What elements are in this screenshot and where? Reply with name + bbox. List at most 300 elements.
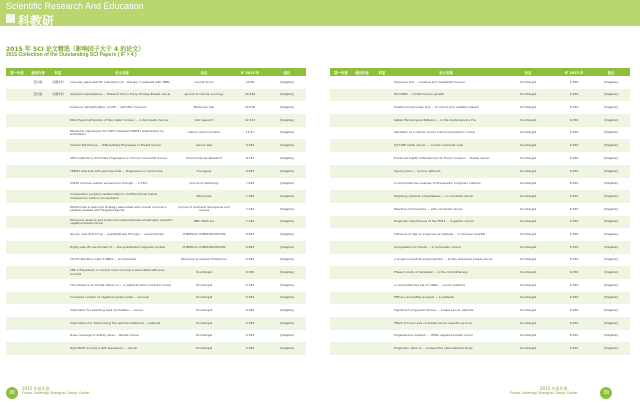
department-cell [48,127,68,140]
department-cell [48,203,68,216]
paper-title-cell: Reactive chromosome ... with colorectal cancer [394,206,463,211]
note-cell: [Illegible] [604,105,618,110]
table-row [6,203,306,216]
corresponding-author-cell [28,127,48,140]
note-cell: [Illegible] [592,241,630,254]
corresponding-author-cell [28,178,48,191]
impact-factor-cell: 6.359 [569,206,579,211]
column-header: 第一作者 [330,68,352,76]
note-cell: [Illegible] [604,206,618,211]
corresponding-author-cell [352,266,372,279]
department-cell [372,279,392,292]
journal-cell: Oncotarget [195,282,213,287]
table-row [6,228,306,241]
paper-title-cell: Significant prognostic factors ... breast cancer patients [394,308,474,313]
right-table-container [330,68,630,355]
table-row [330,342,630,355]
department-cell [48,279,68,292]
table-row [6,254,306,267]
column-header: 科室 [48,68,68,76]
table-row [330,165,630,178]
corresponding-author-cell [28,165,48,178]
impact-factor-cell: 6.359 [556,114,592,127]
impact-factor-cell: 11.47 [245,130,255,135]
table-row [6,241,306,254]
table-row [330,127,630,140]
table-row [330,292,630,305]
corresponding-author-cell: 邵志敏 [28,89,48,102]
corresponding-author-cell [352,304,372,317]
impact-factor-cell: 6.359 [569,231,579,236]
corresponding-author-cell [352,127,372,140]
journal-cell: Molecular & Cellular Proteomics [180,257,228,262]
note-cell: [Illegible] [592,89,630,102]
first-author-cell [330,254,352,267]
table-row [6,279,306,292]
banner-title-en: Scientific Research And Education [6,1,144,11]
impact-factor-cell: 6.359 [556,342,592,355]
paper-title-cell: The influence of mental status on ... in patients with colorectal cancer [70,282,172,287]
impact-factor-cell: 6.359 [556,241,592,254]
department-cell [48,216,68,229]
impact-factor-cell: 6.359 [556,266,592,279]
paper-title-cell: Enhancer Demethylation of LPP ... with ER+ tumours [70,105,147,110]
department-cell [48,254,68,267]
journal-cell: Oncotarget [519,333,537,338]
table-row [6,101,306,114]
journal-cell: Oncotarget [519,257,537,262]
table-row [330,216,630,229]
journal-cell: Oncotarget [500,241,556,254]
journal-cell: Oncotarget [500,342,556,355]
table-row [6,165,306,178]
table-row [6,76,306,89]
journal-cell: Oncotarget [500,139,556,152]
paper-title-cell: Progesterone receptor ... HER2-negative breast cancer [394,333,474,338]
impact-factor-cell: 6.359 [569,257,579,262]
journal-cell: Oncotarget [519,206,537,211]
impact-factor-cell: 6.359 [556,292,592,305]
paper-title-cell: Prognostic significance of the TM23 ... in gastric cancer [392,216,500,229]
impact-factor-cell: 6.359 [556,216,592,229]
department-cell [372,254,392,267]
note-cell: [Illegible] [280,206,294,211]
note-cell: [Illegible] [280,257,294,262]
banner-mark-icon [6,14,15,23]
corresponding-author-cell [352,178,372,191]
paper-title-cell: Enhanced Depth of Rectal Cancer Tumor Invasion ... Rectal cancer [394,155,490,160]
table-row [6,317,306,330]
corresponding-author-cell [28,139,48,152]
impact-factor-cell: 6.359 [569,308,579,313]
journal-cell: Journal of pathology [189,181,219,186]
table-row [6,216,306,229]
paper-title-cell: A comprehensive set of mRNA ... cancer patients [394,282,466,287]
journal-cell: Oncotarget [176,266,232,279]
paper-title-cell: The Proliferation Cells 3-ABR2 ... as biomarker [70,257,137,262]
note-cell: [Illegible] [280,130,294,135]
first-author-cell [6,241,28,254]
first-author-cell [330,304,352,317]
journal-cell: Oncotarget [176,342,232,355]
note-cell: [Illegible] [592,165,630,178]
first-author-cell [6,114,28,127]
note-cell: [Illegible] [604,308,618,313]
department-cell [48,165,68,178]
column-header: 杂志 [500,68,556,76]
note-cell: [Illegible] [268,165,306,178]
paper-title-cell: Increased number of negative lymph nodes ... survival [68,292,176,305]
first-author-cell [6,317,28,330]
impact-factor-cell: 7.315 [245,206,255,211]
paper-title-cell: Phase II study of docetaxel ... in the chemotherapy [392,266,500,279]
journal-cell: CHEMICAL COMMUNICATIONS [182,231,226,236]
note-cell: [Illegible] [604,333,618,338]
journal-cell: Oncotarget [195,308,213,313]
paper-title-cell: Salted Etymological Patterns ... in the Contemporary Era [392,114,500,127]
first-author-cell [6,101,28,114]
impact-factor-cell: 7.249 [232,216,268,229]
paper-title-cell: Synonymous ... tumour patients [392,165,500,178]
journal-cell: Oncotarget [519,181,537,186]
paper-title-cell: SHTC Deficiency Promotes Progression in Human Colorectal Cancer [70,155,168,160]
column-header: IF 2015 年 [556,68,592,76]
note-cell: [Illegible] [268,114,306,127]
paper-title-cell: Implications for determining the optimal treatment ... patients [68,317,176,330]
table-row [6,304,306,317]
journal-cell: Oncotarget [500,292,556,305]
impact-factor-cell: 6.359 [556,139,592,152]
column-header: 通讯作者 [352,68,372,76]
column-header: 科室 [372,68,392,76]
department-cell [48,317,68,330]
impact-factor-cell: 6.359 [556,190,592,203]
impact-factor-cell: 6.359 [569,282,579,287]
table-row [330,203,630,216]
journal-cell: Oncogene [176,165,232,178]
note-cell: [Illegible] [592,114,630,127]
impact-factor-cell: 8.459 [232,165,268,178]
corresponding-author-cell [352,330,372,343]
corresponding-author-cell [28,266,48,279]
department-cell [372,317,392,330]
department-cell: 乳腺外科 [52,79,64,84]
corresponding-author-cell [352,241,372,254]
department-cell [372,165,392,178]
journal-cell: Cancer Res [176,139,232,152]
impact-factor-cell: 6.359 [569,79,579,84]
journal-cell: Oncotarget [500,266,556,279]
header-banner [0,0,640,26]
department-cell [48,266,68,279]
note-cell: [Illegible] [268,317,306,330]
corresponding-author-cell [352,89,372,102]
table-row [6,190,306,203]
first-author-cell [6,228,28,241]
table-row [330,279,630,292]
corresponding-author-cell [28,101,48,114]
note-cell: [Illegible] [268,216,306,229]
first-author-cell [6,127,28,140]
department-cell [48,178,68,191]
note-cell: [Illegible] [604,130,618,135]
first-author-cell [6,254,28,267]
department-cell [48,139,68,152]
table-row [330,228,630,241]
department-cell [372,76,392,89]
column-header: IF 2015 年 [232,68,268,76]
first-author-cell [6,304,28,317]
note-cell: [Illegible] [592,266,630,279]
paper-title-cell: MicroRNA ... inhibit tumour growth [392,89,500,102]
corresponding-author-cell: 邵志敏 [33,79,43,84]
journal-cell: Oncotarget [519,105,537,110]
column-header: 备注 [268,68,306,76]
table-row [330,89,630,102]
journal-cell: Molecular Cell [193,105,215,110]
paper-title-cell: Molecular essence and endocrine responsiveness of estrogen receptor-negative breast cancer [68,216,176,229]
paper-title-cell: Tolerance and ... Invasive and metastatic tumour [394,79,465,84]
journal-cell: Journal of Cachexia Sarcopenia and muscle [178,204,230,213]
department-cell [372,178,392,191]
corresponding-author-cell [352,292,372,305]
table-row [330,266,630,279]
department-cell [48,330,68,343]
corresponding-author-cell [28,228,48,241]
table-row [6,139,306,152]
journal-cell: Oncotarget [519,308,537,313]
corresponding-author-cell [352,254,372,267]
first-author-cell [6,76,28,89]
journal-cell: Oncotarget [500,114,556,127]
paper-title-cell: DNA Hypermethylation of Pancreatic tumour ... in Pancreatic Cancer [68,114,176,127]
department-cell [48,241,68,254]
impact-factor-cell: 18.428 [232,89,268,102]
corresponding-author-cell [352,139,372,152]
corresponding-author-cell [352,76,372,89]
first-author-cell [330,203,352,216]
impact-factor-cell: 14.018 [244,105,256,110]
corresponding-author-cell [28,342,48,355]
papers-table-left [6,68,306,355]
corresponding-author-cell [352,228,372,241]
table-row [6,152,306,165]
corresponding-author-cell [28,304,48,317]
note-cell: [Illegible] [268,139,306,152]
table-row [330,152,630,165]
journal-cell: BMC Medicine [176,216,232,229]
table-row [330,139,630,152]
section-title-zh: 2015 年 SCI 论文精选（影响因子大于 4 的论文） [6,46,145,53]
journal-cell: Cell research [176,114,232,127]
note-cell: [Illegible] [268,190,306,203]
department-cell [372,203,392,216]
paper-title-cell: Adjuvant capecitabine ... Phase III trial in Early Chinese Breast cancer [68,89,176,102]
first-author-cell [6,178,28,191]
note-cell: [Illegible] [604,79,618,84]
corresponding-author-cell [28,279,48,292]
paper-title-cell: Composition property relationships in multifunctional hollow mesoporous carbon nanosystems [68,190,176,203]
corresponding-author-cell [28,203,48,216]
note-cell: [Illegible] [592,317,630,330]
first-author-cell [330,127,352,140]
journal-cell: Journal of clinical oncology [176,89,232,102]
note-cell: [Illegible] [604,257,618,262]
banner-title-zh: 科教研 [18,14,55,28]
first-author-cell [6,292,28,305]
column-header: 论文名称 [68,68,176,76]
corresponding-author-cell [352,203,372,216]
journal-cell: Oncotarget [519,231,537,236]
journal-cell: CHEMICAL COMMUNICATIONS [176,241,232,254]
first-author-cell [6,342,28,355]
note-cell: [Illegible] [280,231,294,236]
impact-factor-cell: 8.722 [245,155,255,160]
paper-title-cell: Clinically gene-specific interaction of... therapy in patients with TNBC [70,79,171,84]
first-author-cell [330,178,352,191]
corresponding-author-cell [352,114,372,127]
note-cell: [Illegible] [604,231,618,236]
corresponding-author-cell [28,254,48,267]
papers-table-right [330,68,630,355]
first-author-cell [6,89,28,102]
footer-label-en-right: Fudan University Shanghai Cancer Center [510,391,578,395]
first-author-cell [330,228,352,241]
department-cell [48,101,68,114]
impact-factor-cell: 6.564 [245,257,255,262]
column-header: 备注 [592,68,630,76]
paper-title-cell: Prognostic value of ... prospective observational study [392,342,500,355]
journal-cell: Oncotarget [500,317,556,330]
note-cell: [Illegible] [280,181,294,186]
corresponding-author-cell [28,241,48,254]
table-row [330,76,630,89]
journal-cell: Nanoscale [176,190,232,203]
corresponding-author-cell [28,317,48,330]
first-author-cell [6,203,28,216]
note-cell: [Illegible] [280,308,294,313]
footer-label-zh-right: 2015 年报年鉴 [540,386,568,391]
impact-factor-cell: 6.359 [556,89,592,102]
first-author-cell [6,279,28,292]
table-row [6,89,306,102]
impact-factor-cell: 7.394 [232,190,268,203]
table-row [330,330,630,343]
first-author-cell [330,152,352,165]
footer-label-zh-left: 2015 年报年鉴 [22,386,50,391]
journal-cell: Oncotarget [176,292,232,305]
department-cell [372,101,392,114]
journal-cell: Oncotarget [195,333,213,338]
note-cell: [Illegible] [592,342,630,355]
paper-title-cell: Upregulation of COLAS ... in pancreatic cancer [392,241,500,254]
first-author-cell [330,279,352,292]
journal-cell: Oncotarget [500,190,556,203]
first-author-cell [330,114,352,127]
table-row [330,190,630,203]
paper-title-cell: Dose coverage of axillary level ... Breast cancer [70,333,140,338]
impact-factor-cell: 9.329 [232,139,268,152]
note-cell: [Illegible] [280,333,294,338]
impact-factor-cell: 6.359 [232,292,268,305]
journal-cell: Oncotarget [176,317,232,330]
department-cell [372,241,392,254]
corresponding-author-cell [352,152,372,165]
paper-title-cell: Highly specific enrichment of ... the synthesized magnetic probes [68,241,176,254]
first-author-cell [6,190,28,203]
note-cell: [Illegible] [268,342,306,355]
impact-factor-cell: 6.359 [556,317,592,330]
impact-factor-cell: 6.359 [556,165,592,178]
impact-factor-cell: 12.413 [232,114,268,127]
journal-cell: Clinical Cancer Research [186,155,222,160]
department-cell [372,152,392,165]
left-table-container [6,68,306,355]
impact-factor-cell: 6.834 [232,241,268,254]
first-author-cell [330,342,352,355]
first-author-cell [330,165,352,178]
corresponding-author-cell [352,342,372,355]
journal-cell: Oncotarget [500,165,556,178]
column-header: 论文名称 [392,68,500,76]
journal-cell: Oncotarget [519,282,537,287]
paper-title-cell: Treatment outcomes and ... of clinical and radiation-based [394,105,479,110]
page-number-right: 39 [600,387,612,399]
first-author-cell [330,241,352,254]
paper-title-cell: A single nucleotide polymorphism ... locally advanced breast cancer [394,257,493,262]
paper-title-cell: Targeting cytosolic phosphatase ... in colorectal cancer [392,190,500,203]
impact-factor-cell: 6.359 [245,333,255,338]
table-row [330,178,630,191]
journal-cell: nature communication [187,130,221,135]
department-cell [372,216,392,229]
corresponding-author-cell [352,165,372,178]
corresponding-author-cell [352,279,372,292]
corresponding-author-cell [28,114,48,127]
table-row [330,101,630,114]
note-cell: [Illegible] [604,155,618,160]
corresponding-author-cell [352,190,372,203]
footer-label-en-left: Fudan University Shanghai Cancer Center [22,391,90,395]
first-author-cell [330,292,352,305]
journal-cell: Oncotarget [519,79,537,84]
note-cell: [Illegible] [268,266,306,279]
first-author-cell [330,76,352,89]
corresponding-author-cell [352,101,372,114]
first-author-cell [330,190,352,203]
corresponding-author-cell [352,317,372,330]
journal-cell: Oncotarget [519,130,537,135]
impact-factor-cell: 6.359 [569,155,579,160]
note-cell: [Illegible] [280,105,294,110]
journal-cell: Oncotarget [500,89,556,102]
note-cell: [Illegible] [592,216,630,229]
paper-title-cell: Validation of a radical cancer outcome prediction model [394,130,475,135]
first-author-cell [330,216,352,229]
department-cell: 乳腺外科 [48,89,68,102]
paper-title-cell: Efficacy and safety analysis ... in patients [392,292,500,305]
department-cell [372,114,392,127]
corresponding-author-cell [28,152,48,165]
paper-title-cell: USP22 Induces cellular senescence through ... in HCC [70,181,148,186]
department-cell [48,114,68,127]
note-cell: [Illegible] [592,139,630,152]
department-cell [372,330,392,343]
table-row [6,266,306,279]
note-cell: [Illegible] [280,282,294,287]
paper-title-cell: Influence of age on prognosis of patients ... in Chinese hospital [394,231,486,236]
department-cell [372,342,392,355]
